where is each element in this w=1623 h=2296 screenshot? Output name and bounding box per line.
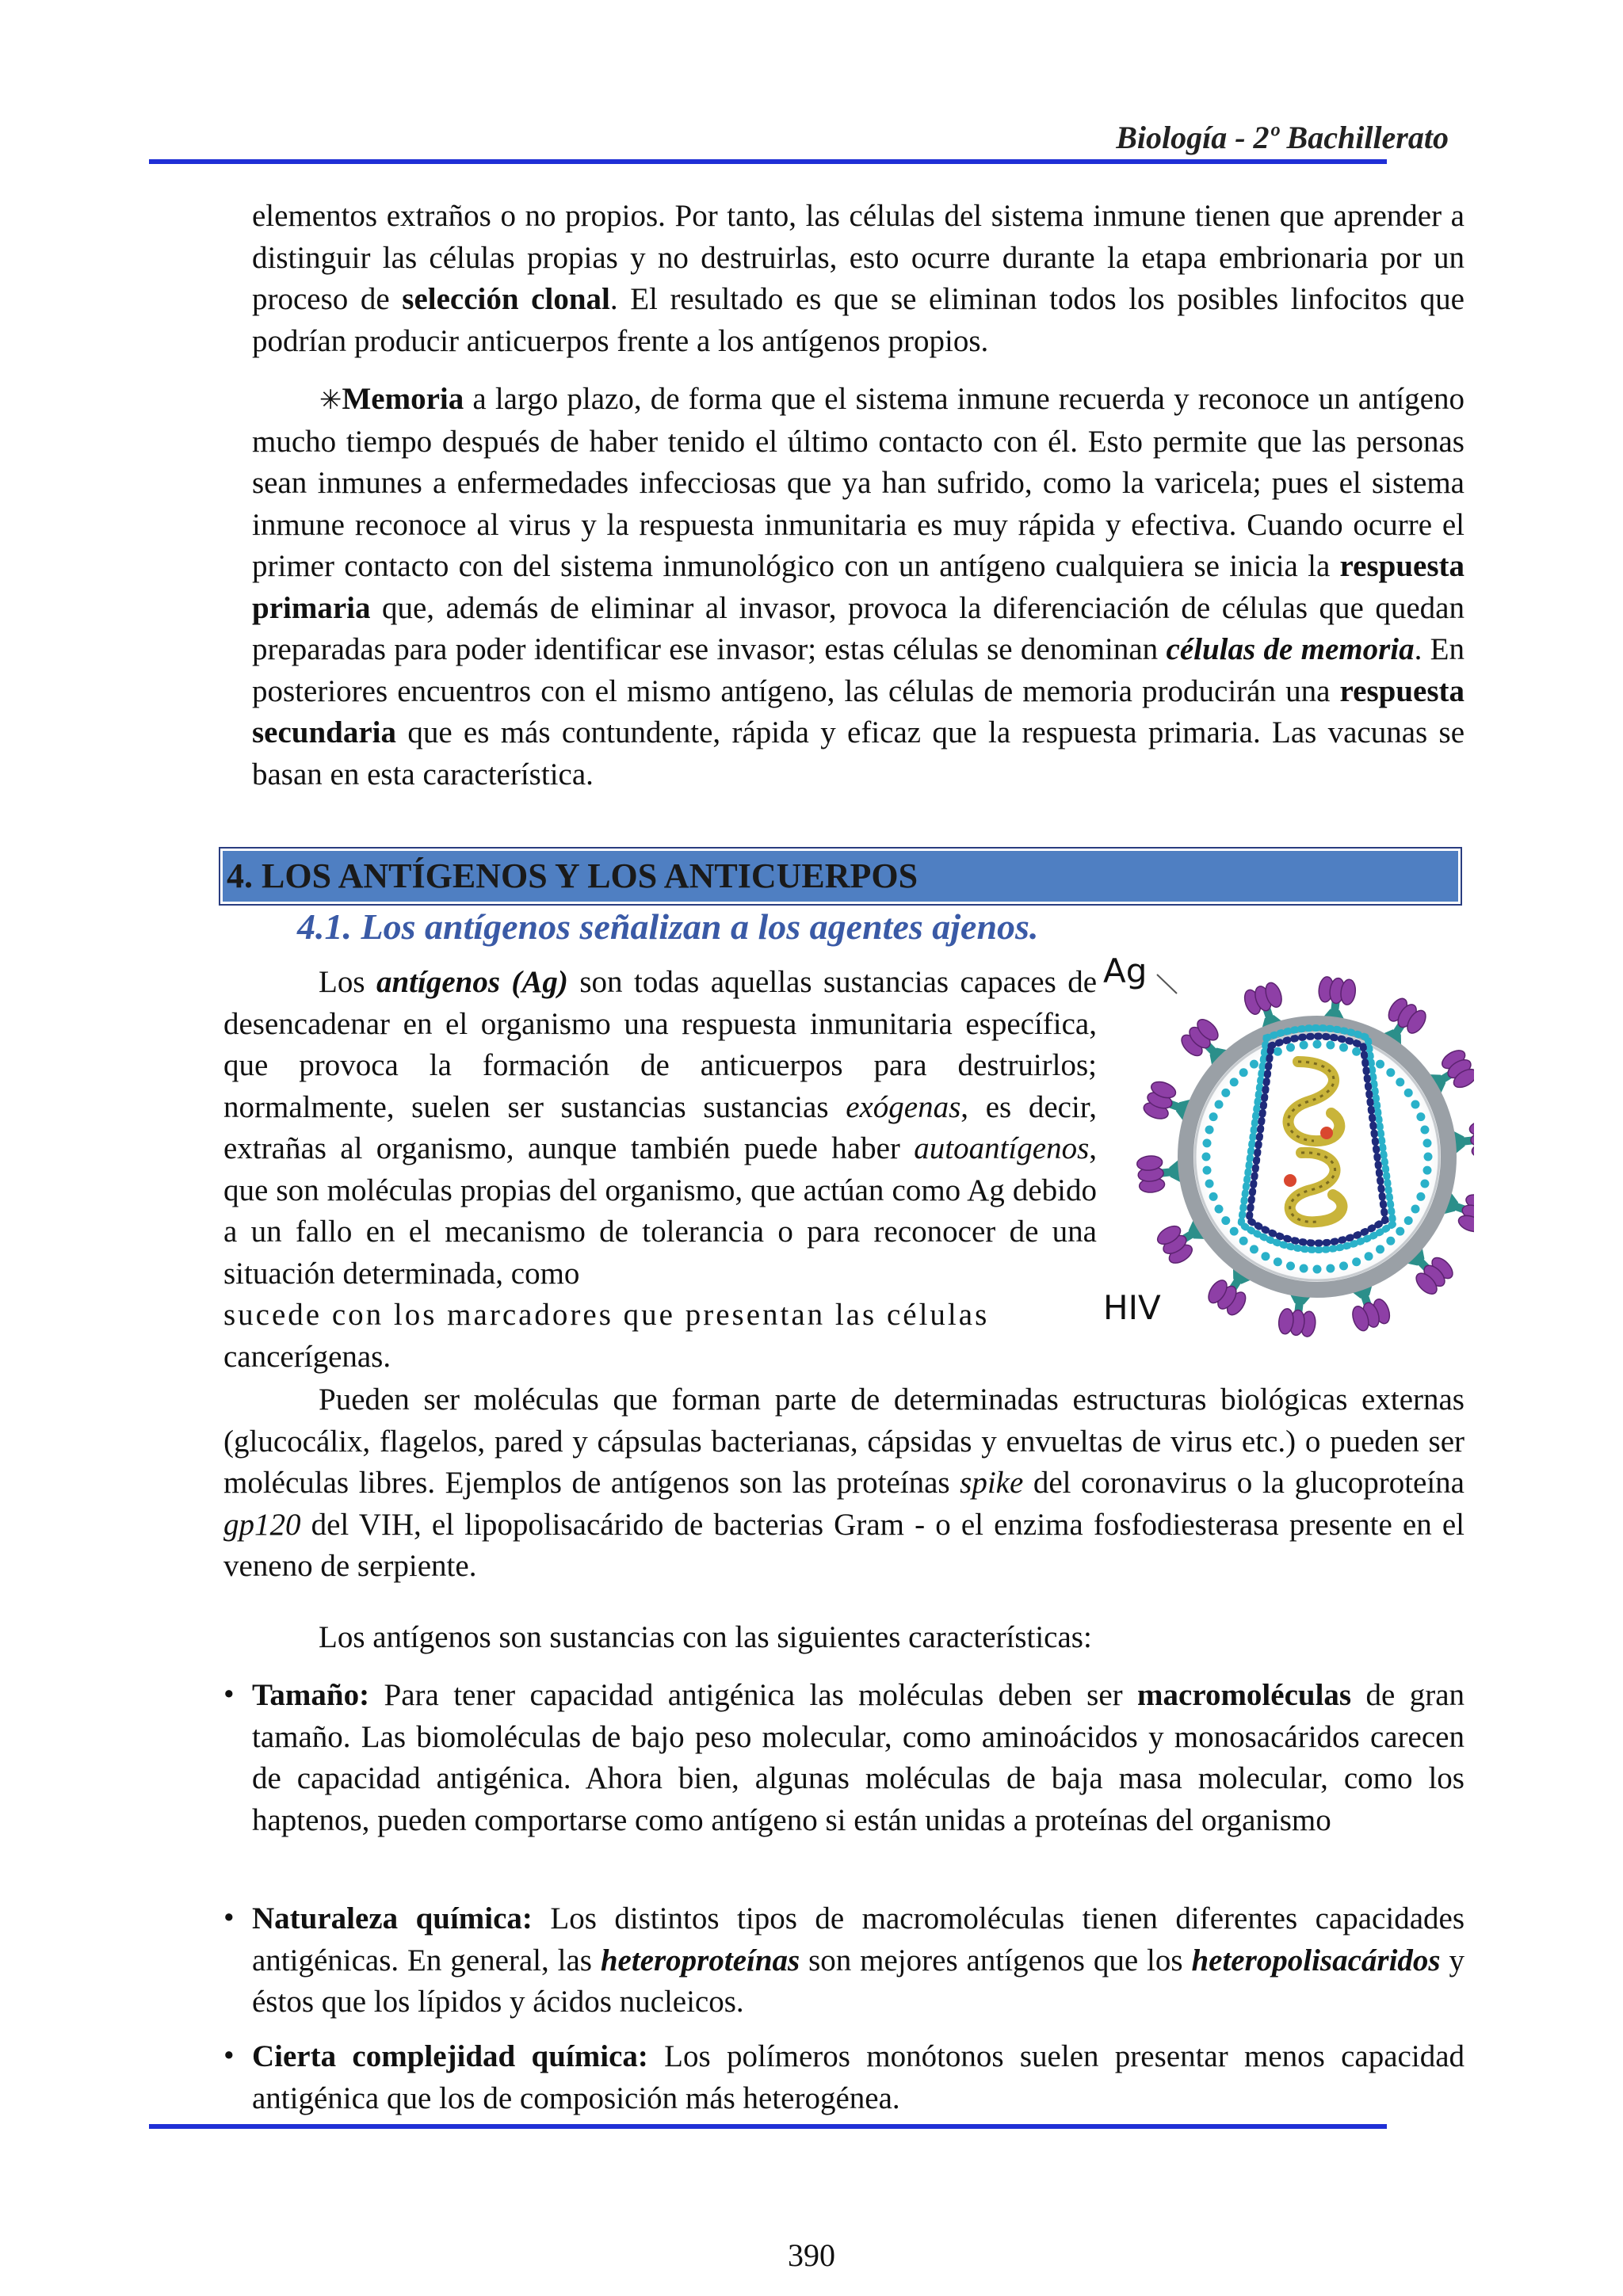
matrix-dot (1203, 1166, 1212, 1175)
matrix-dot (1300, 1264, 1308, 1272)
matrix-dot (1339, 1043, 1348, 1052)
footer-rule (149, 2124, 1387, 2129)
matrix-dot (1221, 1216, 1230, 1225)
asterisk-icon: ✳ (319, 384, 342, 416)
hiv-diagram (1102, 943, 1474, 1355)
memory-paragraph: ✳Memoria a largo plazo, de forma que el sistema inmune recuerda y reconoce un antígeno mucho tiempo después de haber tenido el último contacto con él. Esto permite que las personas sean inmunes a enfermedades infecciosas que ya han sufrido, como la varicela; pues el sistema inmune reconoce al virus y la respuesta inmunitaria es muy rápida y efectiva. Cuando ocurre el primer contacto con del sistema inmunológico con un antígeno cualquiera se inicia la respuesta primaria que, además de eliminar al invasor, provoca la diferenciación de células que quedan preparadas para poder identificar ese invasor; estas células se denominan células de memoria. En posteriores encuentros con el mismo antígeno, las células de memoria producirán una respuesta secundaria que es más contundente, rápida y eficaz que la respuesta primaria. Las vacunas se basan en esta característica. (252, 382, 1465, 791)
bullet-size: Tamaño: Para tener capacidad antigénica las moléculas deben ser macromoléculas de gran tamaño. Las biomoléculas de bajo peso molecular, como aminoácidos y monosacáridos carecen de capacidad antigénica. Ahora bien, algunas moléculas de baja masa molecular, como los haptenos, pueden comportarse como antígeno si están unidas a proteínas del organismo (252, 1678, 1465, 1837)
bullet-marker: • (223, 2039, 235, 2073)
matrix-dot (1250, 1060, 1258, 1069)
reverse-transcriptase-2 (1284, 1174, 1296, 1187)
figure-label-ag: Ag (1103, 952, 1148, 990)
matrix-dot (1376, 1245, 1384, 1253)
matrix-dot (1416, 1192, 1425, 1201)
matrix-dot (1205, 1179, 1214, 1188)
matrix-dot (1386, 1237, 1395, 1245)
matrix-dot (1352, 1047, 1361, 1056)
antigen-paragraph: Los antígenos (Ag) son todas aquellas sustancias capaces de desencadenar en el organismo una respuesta inmunitaria específica, que provoca la formación de anticuerpos para destruirlos; normalmente, suelen ser sustancias sustancias exógenas, es decir, extrañas al organismo, aunque también puede haber autoantígenos, que son moléculas propias del organismo, que actúan como Ag debido a un fallo en el mecanismo de tolerancia o para reconocer de una situación determinada, como sucede con los marcadores que presentan las células cancerígenas. (223, 965, 1098, 1374)
matrix-dot (1239, 1237, 1248, 1245)
matrix-dot (1209, 1192, 1218, 1201)
matrix-dot (1250, 1245, 1258, 1253)
bullet-complexity: Cierta complejidad química: Los polímeros monótonos suelen presentar menos capacidad antigénica que los de composición más heterogénea. (252, 2039, 1465, 2115)
matrix-dot (1411, 1204, 1419, 1213)
matrix-dot (1300, 1041, 1308, 1050)
matrix-dot (1423, 1166, 1431, 1175)
matrix-dot (1386, 1068, 1395, 1077)
matrix-dot (1230, 1077, 1239, 1086)
header-rule (149, 159, 1387, 164)
bullet-nature: Naturaleza química: Los distintos tipos de macromoléculas tienen diferentes capacidades antigénicas. En general, las heteroproteínas son mejores antígenos que los heteropolisacáridos y éstos que los lípidos y ácidos nucleicos. (252, 1901, 1465, 2019)
bullet-marker: • (223, 1901, 235, 1935)
bullet-marker: • (223, 1677, 235, 1711)
matrix-dot (1203, 1138, 1212, 1147)
matrix-dot (1215, 1100, 1224, 1109)
matrix-dot (1424, 1153, 1433, 1161)
matrix-dot (1326, 1264, 1335, 1272)
running-header: Biología - 2º Bachillerato (1116, 120, 1449, 155)
matrix-dot (1286, 1043, 1295, 1052)
matrix-dot (1286, 1261, 1295, 1270)
matrix-dot (1230, 1227, 1239, 1236)
ag-pointer-line (1157, 974, 1177, 994)
matrix-dot (1261, 1252, 1270, 1261)
matrix-dot (1376, 1060, 1384, 1069)
matrix-dot (1205, 1126, 1214, 1135)
matrix-dot (1411, 1100, 1419, 1109)
matrix-dot (1423, 1138, 1431, 1147)
matrix-dot (1209, 1112, 1218, 1121)
page-number: 390 (788, 2237, 835, 2273)
intro-paragraph: elementos extraños o no propios. Por tanto, las células del sistema inmune tienen que aprender a distinguir las células propias y no destruirlas, esto ocurre durante la etapa embrionaria por un proceso de selección clonal. El resultado es que se eliminan todos los posibles linfocitos que podrían producir anticuerpos frente a los antígenos propios. (252, 199, 1465, 358)
matrix-dot (1404, 1089, 1413, 1097)
characteristics-intro: Los antígenos son sustancias con las siguientes características: (319, 1620, 1092, 1654)
matrix-dot (1365, 1252, 1373, 1261)
matrix-dot (1416, 1112, 1425, 1121)
matrix-dot (1396, 1227, 1404, 1236)
matrix-dot (1239, 1068, 1248, 1077)
section-heading: 4. LOS ANTÍGENOS Y LOS ANTICUERPOS (219, 847, 1462, 906)
reverse-transcriptase-1 (1320, 1127, 1333, 1139)
matrix-dot (1396, 1077, 1404, 1086)
matrix-dot (1326, 1041, 1335, 1050)
matrix-dot (1313, 1040, 1322, 1049)
figure-label-hiv: HIV (1103, 1288, 1161, 1327)
hiv-virus-figure (1102, 943, 1474, 1355)
matrix-dot (1352, 1257, 1361, 1266)
matrix-dot (1420, 1179, 1429, 1188)
matrix-dot (1221, 1089, 1230, 1097)
matrix-dot (1313, 1265, 1322, 1274)
structures-paragraph: Pueden ser moléculas que forman parte de determinadas estructuras biológicas externas (glucocálix, flagelos, pared y cápsulas bacterianas, cápsidas y envueltas de virus etc.) o pueden ser moléculas libres. Ejemplos de antígenos son las proteínas spike del coronavirus o la glucoproteína gp120 del VIH, el lipopolisacárido de bacterias Gram - o el enzima fosfodiesterasa presente en el veneno de serpiente. (223, 1383, 1465, 1583)
matrix-dot (1202, 1153, 1211, 1161)
subsection-heading: 4.1. Los antígenos señalizan a los agentes ajenos. (297, 906, 1039, 947)
matrix-dot (1420, 1126, 1429, 1135)
matrix-dot (1339, 1261, 1348, 1270)
matrix-dot (1274, 1257, 1282, 1266)
matrix-dot (1274, 1047, 1282, 1056)
matrix-dot (1215, 1204, 1224, 1213)
matrix-dot (1404, 1216, 1413, 1225)
